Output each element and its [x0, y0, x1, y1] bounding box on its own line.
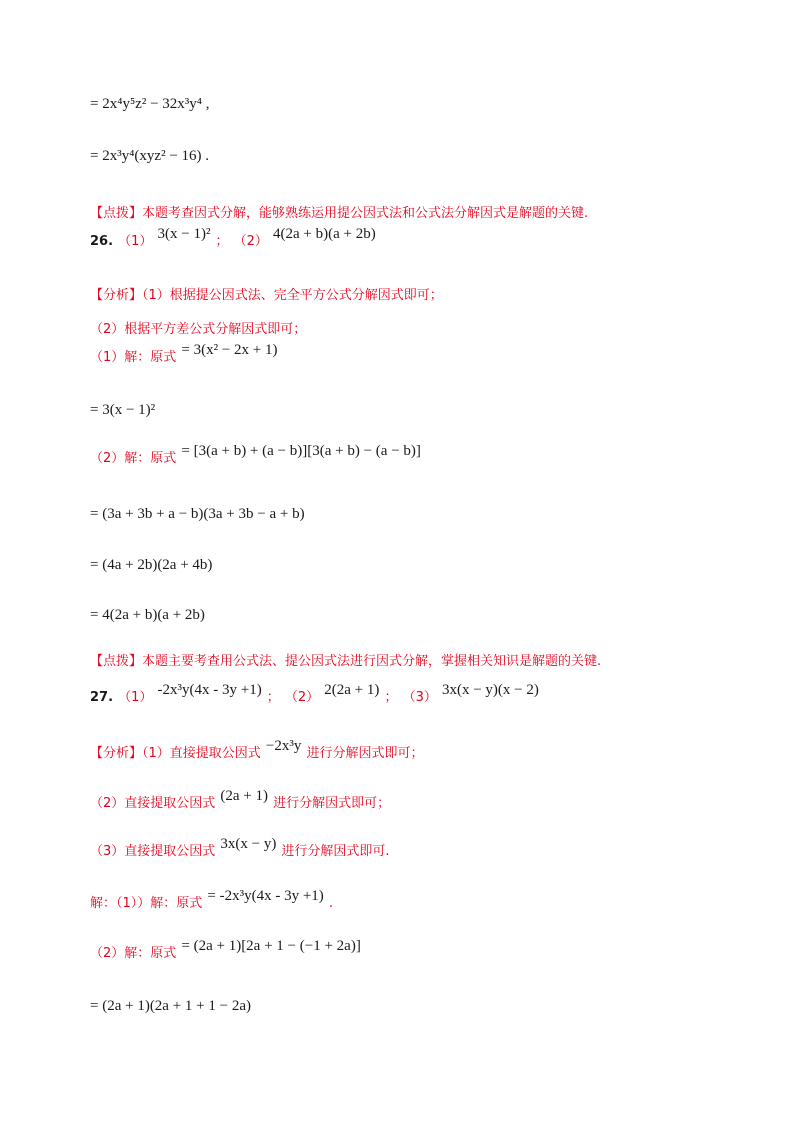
solution-label: （1）解：原式 — [90, 350, 177, 365]
answer-formula: 2(2a + 1) — [324, 682, 380, 698]
solution-row — [90, 888, 334, 912]
answer-formula: 4(2a + b)(a + 2b) — [273, 226, 376, 242]
analysis-text: 进行分解因式即可； — [306, 746, 424, 761]
analysis-text: （2）直接提取公因式 — [90, 796, 216, 811]
hint-paragraph: 【点拨】本题主要考查用公式法、提公因式法进行因式分解，掌握相关知识是解题的关键. — [90, 654, 602, 669]
part-label: （2） — [233, 234, 268, 249]
solution-row — [90, 938, 361, 962]
part-label: （3） — [402, 690, 437, 705]
analysis-formula: (2a + 1) — [220, 788, 268, 804]
analysis-line: 【分析】（1）根据提公因式法、完全平方公式分解因式即可； — [90, 288, 443, 303]
analysis-text: （3）直接提取公因式 — [90, 844, 216, 859]
analysis-row — [90, 836, 390, 860]
formula-line: = (2a + 1)(2a + 1 + 1 − 2a) — [90, 998, 252, 1014]
solution-label: 解：（1））解：原式 — [90, 896, 203, 911]
analysis-text: （1）直接提取公因式 — [142, 746, 261, 761]
separator: ； — [384, 690, 398, 705]
analysis-text: 进行分解因式即可； — [273, 796, 391, 811]
analysis-line: （2）根据平方差公式分解因式即可； — [90, 322, 307, 337]
part-label: （1） — [118, 234, 153, 249]
answer-formula: 3(x − 1)² — [157, 226, 211, 242]
separator: ； — [266, 690, 280, 705]
analysis-row — [90, 788, 391, 812]
part-label: （1） — [118, 690, 153, 705]
question-number: 27. — [90, 690, 114, 705]
answer-formula: 3x(x − y)(x − 2) — [441, 682, 539, 698]
solution-row — [90, 342, 278, 366]
solution-formula: = 3(x² − 2x + 1) — [181, 342, 278, 358]
hint-paragraph: 【点拨】本题考查因式分解，能够熟练运用提公因式法和公式法分解因式是解题的关键. — [90, 206, 589, 221]
period: . — [328, 896, 334, 911]
analysis-formula: −2x³y — [265, 738, 302, 754]
q26-answer-row — [90, 226, 376, 250]
separator: ； — [215, 234, 229, 249]
formula-line: = 2x³y⁴(xyz² − 16) . — [90, 148, 210, 164]
solution-formula: = -2x³y(4x - 3y +1) — [207, 888, 324, 904]
solution-row — [90, 443, 421, 467]
part-label: （2） — [284, 690, 320, 705]
question-number: 26. — [90, 234, 114, 249]
formula-line: = 3(x − 1)² — [90, 402, 156, 418]
formula-line: = (3a + 3b + a − b)(3a + 3b − a + b) — [90, 506, 305, 522]
solution-label: （2）解：原式 — [90, 946, 177, 961]
formula-line: = 4(2a + b)(a + 2b) — [90, 607, 205, 623]
solution-label: （2）解：原式 — [90, 451, 177, 466]
answer-formula: -2x³y(4x - 3y +1) — [157, 682, 262, 698]
formula-line: = 2x⁴y⁵z² − 32x³y⁴ , — [90, 96, 210, 112]
solution-formula: = [3(a + b) + (a − b)][3(a + b) − (a − b)] — [181, 443, 421, 459]
q27-answer-row — [90, 682, 539, 706]
analysis-row — [90, 738, 424, 762]
analysis-text: 进行分解因式即可. — [281, 844, 390, 859]
solution-formula: = (2a + 1)[2a + 1 − (−1 + 2a)] — [181, 938, 361, 954]
analysis-tag: 【分析】 — [90, 746, 143, 761]
formula-line: = (4a + 2b)(2a + 4b) — [90, 557, 213, 573]
analysis-formula: 3x(x − y) — [220, 836, 277, 852]
